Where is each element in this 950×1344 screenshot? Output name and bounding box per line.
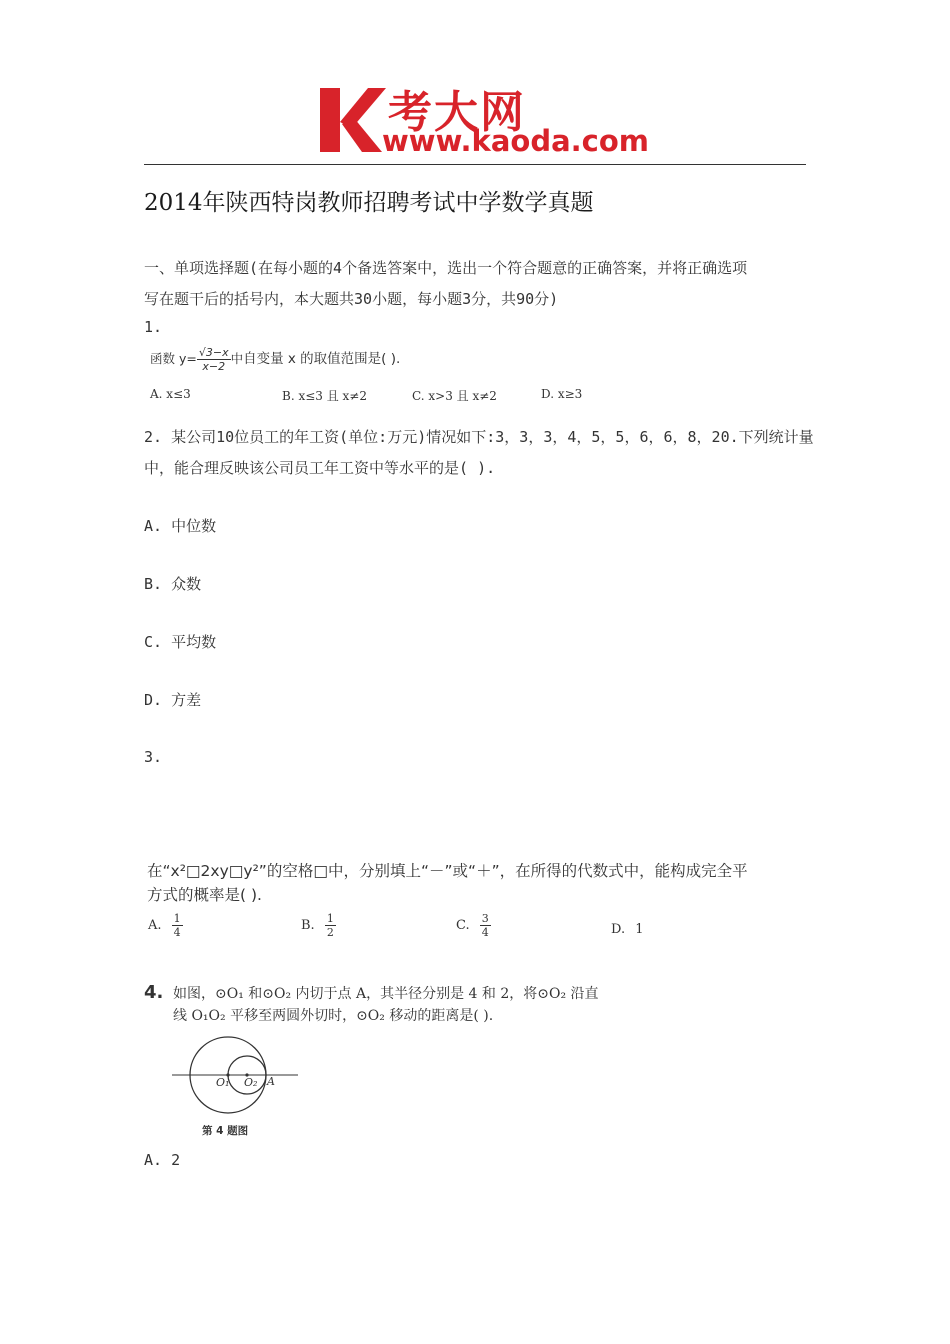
kaoda-logo-k-icon	[318, 84, 388, 156]
q3-option-c	[456, 913, 491, 938]
q3-option-c-fraction	[480, 913, 491, 938]
logo-url-text: www.kaoda.com	[382, 124, 649, 158]
q1-option-a: A. x≤3	[150, 387, 191, 401]
q3-option-c-num: 3	[481, 912, 489, 925]
q4-line-1: 如图，⊙O₁ 和⊙O₂ 内切于点 A，其半径分别是 4 和 2，将⊙O₂ 沿直	[173, 986, 599, 1002]
q1-fraction	[197, 347, 231, 372]
q3-option-c-label: C.	[456, 918, 470, 933]
logo-chinese-text: 考大网	[388, 87, 526, 138]
q1-text: 自变量 x 的取值范围是( ).	[243, 351, 401, 367]
q1-prefix: 函数 y=	[150, 351, 197, 366]
q3-option-d	[611, 922, 644, 937]
section-instructions-line-1: 一、单项选择题(在每小题的4个备选答案中，选出一个符合题意的正确答案，并将正确选项	[144, 259, 748, 277]
q4-figure-caption: 第 4 题图	[202, 1125, 249, 1137]
q3-option-b-fraction	[325, 913, 336, 938]
q3-option-d-value: 1	[635, 922, 644, 937]
q1-number: 1.	[144, 318, 163, 336]
q1-denominator: x−2	[202, 360, 226, 373]
q4-option-a: A. 2	[144, 1151, 181, 1169]
q1-option-d: D. x≥3	[541, 387, 583, 401]
q4-number: 4.	[144, 982, 164, 1003]
q3-option-d-label: D.	[611, 922, 626, 937]
q4-figure-label-a: A	[267, 1075, 275, 1088]
q3-option-a	[148, 913, 183, 938]
q3-option-a-num: 1	[173, 912, 181, 925]
q3-option-b	[301, 913, 336, 938]
q2-line-1: 2. 某公司10位员工的年工资(单位:万元)情况如下:3，3，3，4，5，5，6，6，8，20.下列统计量	[144, 428, 814, 446]
q3-line-1: 在“x²□2xy□y²”的空格□中，分别填上“－”或“＋”，在所得的代数式中，能构成完全平	[147, 862, 748, 880]
q3-option-a-fraction	[172, 913, 183, 938]
q2-option-c: C. 平均数	[144, 633, 217, 651]
header-divider	[144, 164, 806, 165]
q4-figure-tangent-circles	[170, 1030, 300, 1140]
q3-number: 3.	[144, 748, 163, 766]
q1-stem	[150, 347, 400, 372]
q3-option-a-den: 4	[173, 926, 181, 939]
q3-option-b-den: 2	[326, 926, 334, 939]
q3-option-a-label: A.	[148, 918, 162, 933]
section-instructions-line-2: 写在题干后的括号内，本大题共30小题，每小题3分，共90分)	[144, 290, 559, 308]
q2-option-b: B. 众数	[144, 575, 202, 593]
q2-option-d: D. 方差	[144, 691, 202, 709]
q1-numerator: √3−x	[198, 346, 229, 359]
q3-option-c-den: 4	[481, 926, 489, 939]
q2-line-2: 中，能合理反映该公司员工年工资中等水平的是( ).	[144, 459, 496, 477]
q4-figure-label-o2: O₂	[244, 1076, 258, 1089]
q1-option-b: B. x≤3 且 x≠2	[282, 389, 367, 403]
document-title: 2014年陕西特岗教师招聘考试中学数学真题	[144, 190, 594, 216]
q4-line-2: 线 O₁O₂ 平移至两圆外切时，⊙O₂ 移动的距离是( ).	[173, 1008, 494, 1024]
q2-option-a: A. 中位数	[144, 517, 217, 535]
q1-suffix: 中	[230, 351, 244, 366]
q3-line-2: 方式的概率是( ).	[147, 886, 262, 904]
q4-figure-label-o1: O₁	[216, 1076, 230, 1089]
q3-option-b-label: B.	[301, 918, 315, 933]
q3-option-b-num: 1	[326, 912, 334, 925]
q1-option-c: C. x>3 且 x≠2	[412, 389, 497, 403]
